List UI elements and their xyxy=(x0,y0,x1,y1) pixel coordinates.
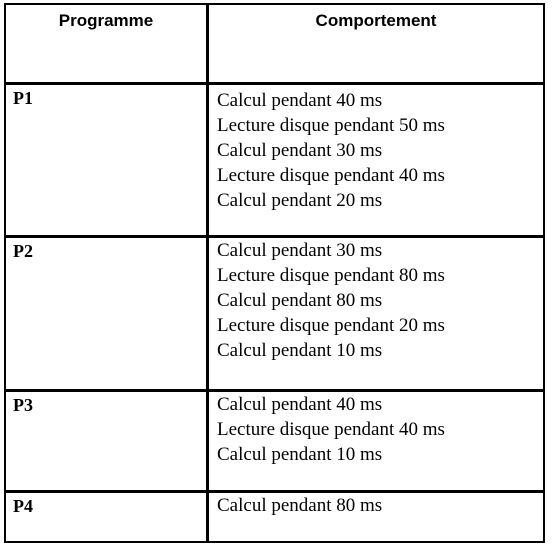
table-row xyxy=(6,85,543,235)
program-name xyxy=(6,392,213,416)
behavior-line: Lecture disque pendant 20 ms xyxy=(217,315,445,336)
behavior-line: Calcul pendant 20 ms xyxy=(217,190,383,211)
behavior-list xyxy=(209,238,543,363)
behavior-list xyxy=(209,88,543,213)
table-row xyxy=(6,238,543,388)
behavior-line: Calcul pendant 30 ms xyxy=(217,140,383,161)
behavior-line: Lecture disque pendant 50 ms xyxy=(217,115,445,136)
header-program xyxy=(6,5,206,31)
table-row xyxy=(6,493,543,541)
program-name xyxy=(6,238,213,262)
header-behavior xyxy=(209,5,543,31)
header-behavior-label: Comportement xyxy=(315,11,437,30)
behavior-line: Lecture disque pendant 40 ms xyxy=(217,165,445,186)
program-label: P1 xyxy=(13,88,33,108)
behavior-line: Lecture disque pendant 80 ms xyxy=(217,265,445,286)
behavior-line: Calcul pendant 80 ms xyxy=(217,495,383,516)
process-table xyxy=(4,3,545,543)
behavior-line: Calcul pendant 30 ms xyxy=(217,240,383,261)
program-name xyxy=(6,85,213,109)
program-label: P3 xyxy=(13,395,33,415)
behavior-line: Calcul pendant 10 ms xyxy=(217,340,383,361)
behavior-line: Calcul pendant 80 ms xyxy=(217,290,383,311)
table-row xyxy=(6,392,543,489)
behavior-list xyxy=(209,493,543,518)
behavior-line: Calcul pendant 40 ms xyxy=(217,90,383,111)
behavior-list xyxy=(209,392,543,467)
behavior-line: Calcul pendant 10 ms xyxy=(217,444,383,465)
header-program-label: Programme xyxy=(58,11,154,30)
program-name xyxy=(6,493,213,517)
program-label: P4 xyxy=(13,496,33,516)
behavior-line: Lecture disque pendant 40 ms xyxy=(217,419,445,440)
behavior-line: Calcul pendant 40 ms xyxy=(217,394,383,415)
program-label: P2 xyxy=(13,241,33,261)
